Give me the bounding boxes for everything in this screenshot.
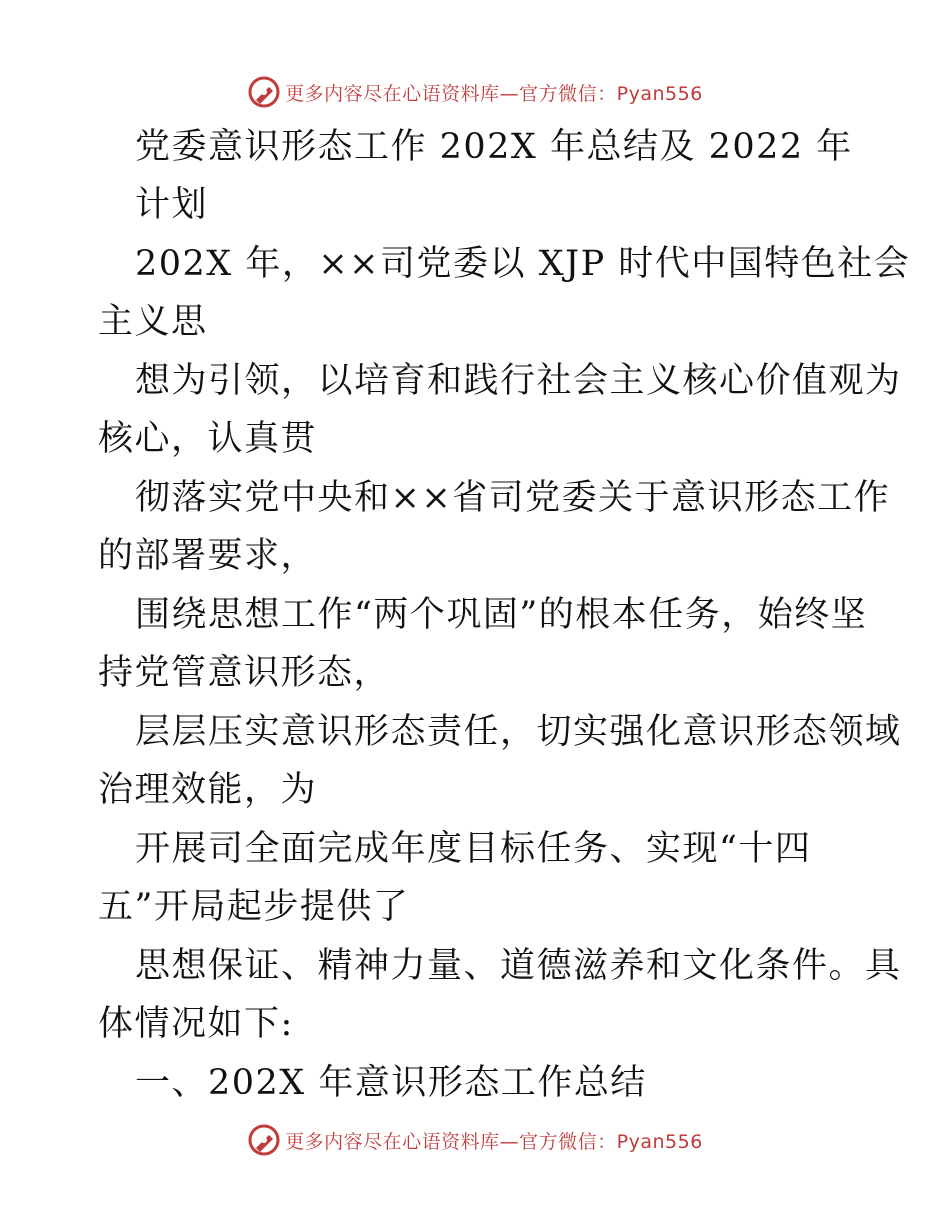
pen-nib-logo-icon [247, 1123, 281, 1157]
paragraph-line: 围绕思想工作“两个巩固”的根本任务，始终坚 [135, 595, 868, 635]
paragraph-line: 202X 年，××司党委以 XJP 时代中国特色社会 [135, 244, 911, 284]
paragraph-line: 核心，认真贯 [98, 419, 318, 459]
watermark-text: 更多内容尽在心语资料库—官方微信：Pyan556 [285, 1130, 703, 1153]
paragraph-line: 思想保证、精神力量、道德滋养和文化条件。具 [135, 946, 902, 986]
paragraph-line: 持党管意识形态， [98, 653, 391, 693]
section-heading: 一、202X 年意识形态工作总结 [135, 1063, 647, 1103]
bottom-watermark-banner [0, 1120, 950, 1160]
paragraph-line: 想为引领，以培育和践行社会主义核心价值观为 [135, 361, 902, 401]
paragraph-line: 的部署要求， [98, 536, 318, 576]
paragraph-line: 彻落实党中央和××省司党委关于意识形态工作 [135, 478, 891, 518]
paragraph-line: 开展司全面完成年度目标任务、实现“十四 [135, 829, 812, 869]
paragraph-line: 体情况如下: [98, 1004, 294, 1044]
paragraph-line: 五”开局起步提供了 [98, 887, 410, 927]
watermark-text: 更多内容尽在心语资料库—官方微信：Pyan556 [285, 82, 703, 105]
paragraph-line: 治理效能，为 [98, 770, 318, 810]
paragraph-line: 主义思 [98, 302, 208, 342]
top-watermark-banner [0, 72, 950, 112]
document-title-line-1: 党委意识形态工作 202X 年总结及 2022 年 [135, 127, 853, 167]
paragraph-line: 层层压实意识形态责任，切实强化意识形态领域 [135, 712, 902, 752]
pen-nib-logo-icon [247, 75, 281, 109]
document-title-line-2: 计划 [135, 185, 209, 225]
